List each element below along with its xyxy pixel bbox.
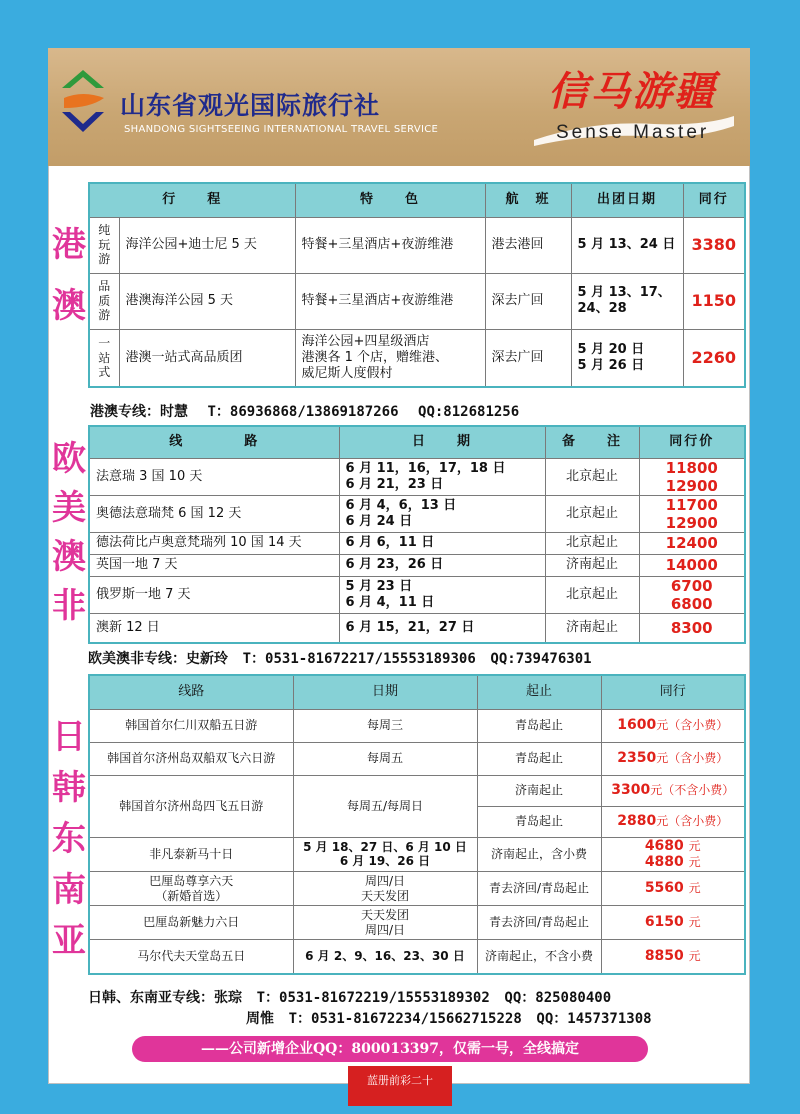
company-name-en: SHANDONG SIGHTSEEING INTERNATIONAL TRAVEL SERVICE [124,124,439,135]
note: 北京起止 [545,532,639,554]
route: 巴厘岛尊享六天 （新婚首选） [89,872,293,906]
note: 北京起止 [545,458,639,495]
header-flight: 航 班 [485,183,571,217]
route: 韩国首尔济州岛双船双飞六日游 [89,742,293,775]
note: 北京起止 [545,576,639,613]
table-row [89,273,745,329]
note: 济南起止 [545,554,639,576]
from: 青去济回/青岛起止 [477,906,601,940]
asia-hotline-1: 日韩、东南亚专线：张琮 T：0531-81672219/15553189302 QQ：825080400 [88,990,612,1006]
price: 4680 元 4880 元 [601,837,745,872]
route: 法意瑞 3 国 10 天 [89,458,339,495]
table-row [89,837,745,872]
price: 1600元（含小费） [601,709,745,742]
price: 12400 [639,532,745,554]
dates: 5 月 23 日 6 月 4，11 日 [339,576,545,613]
table-row [89,742,745,775]
from: 青岛起止 [477,806,601,837]
header-feature: 特 色 [295,183,485,217]
route: 德法荷比卢奥意梵瑞列 10 国 14 天 [89,532,339,554]
from: 青去济回/青岛起止 [477,872,601,906]
tour-type: 一 站 式 [89,329,119,387]
from: 济南起止，含小费 [477,837,601,872]
price: 2880元（含小费） [601,806,745,837]
asia-table [88,674,746,975]
brand-title-cn: 信马游疆 [548,68,716,115]
price: 8300 [639,613,745,643]
table-row [89,458,745,495]
company-logo-icon [60,68,106,134]
feature: 海洋公园+四星级酒店 港澳各 1 个店，赠维港、 威尼斯人度假村 [295,329,485,387]
route: 俄罗斯一地 7 天 [89,576,339,613]
route: 澳新 12 日 [89,613,339,643]
flight: 港去港回 [485,217,571,273]
table-row [89,554,745,576]
table-row [89,906,745,940]
dates: 周四/日 天天发团 [293,872,477,906]
price: 3380 [683,217,745,273]
dates: 每周五/每周日 [293,775,477,837]
dates: 天天发团 周四/日 [293,906,477,940]
header-dates: 日期 [293,675,477,709]
from: 青岛起止 [477,709,601,742]
price: 6700 6800 [639,576,745,613]
dates: 6 月 6，11 日 [339,532,545,554]
from: 济南起止，不含小费 [477,940,601,974]
from: 济南起止 [477,775,601,806]
dates: 6 月 23，26 日 [339,554,545,576]
section-label-asia: 日 韩 东 南 亚 [52,717,86,962]
euro-table [88,425,746,644]
price: 2260 [683,329,745,387]
route: 韩国首尔济州岛四飞五日游 [89,775,293,837]
route: 奥德法意瑞梵 6 国 12 天 [89,495,339,532]
table-row [89,329,745,387]
table-row [89,532,745,554]
tour-type: 纯 玩 游 [89,217,119,273]
flight: 深去广回 [485,273,571,329]
header-price: 同行 [683,183,745,217]
header-price: 同行价 [639,426,745,458]
page-tab-label: 蓝册前彩二十 [348,1066,452,1106]
header-note: 备 注 [545,426,639,458]
price: 8850 元 [601,940,745,974]
dates: 每周三 [293,709,477,742]
table-row [89,775,745,806]
hk-macau-table [88,182,746,388]
note: 济南起止 [545,613,639,643]
price: 14000 [639,554,745,576]
tour-type: 品 质 游 [89,273,119,329]
dates: 5 月 13、24 日 [571,217,683,273]
route: 港澳海洋公园 5 天 [119,273,295,329]
euro-hotline: 欧美澳非专线：史新玲 T：0531-81672217/15553189306 QQ:739476301 [88,651,592,667]
header-price: 同行 [601,675,745,709]
price: 6150 元 [601,906,745,940]
dates: 6 月 2、9、16、23、30 日 [293,940,477,974]
dates: 5 月 20 日 5 月 26 日 [571,329,683,387]
asia-hotline-2: 周惟 T：0531-81672234/15662715228 QQ：1457371308 [246,1011,652,1027]
hk-hotline: 港澳专线：时慧 T：86936868/13869187266 QQ:812681256 [90,404,520,420]
price: 5560 元 [601,872,745,906]
dates: 6 月 11，16，17，18 日 6 月 21，23 日 [339,458,545,495]
flight: 深去广回 [485,329,571,387]
dates: 6 月 4，6，13 日 6 月 24 日 [339,495,545,532]
route: 海洋公园+迪士尼 5 天 [119,217,295,273]
table-row [89,576,745,613]
price: 11700 12900 [639,495,745,532]
table-row [89,709,745,742]
header-dates: 日 期 [339,426,545,458]
route: 巴厘岛新魅力六日 [89,906,293,940]
header-dates: 出团日期 [571,183,683,217]
feature: 特餐+三星酒店+夜游维港 [295,217,485,273]
dates: 5 月 13、17、 24、28 [571,273,683,329]
brand-title-en: Sense Master [556,122,710,143]
route: 非凡泰新马十日 [89,837,293,872]
header-route: 行 程 [89,183,295,217]
table-row [89,613,745,643]
route: 港澳一站式高品质团 [119,329,295,387]
note: 北京起止 [545,495,639,532]
header-route: 线 路 [89,426,339,458]
company-qq-banner: ——公司新增企业QQ：800013397，仅需一号，全线搞定 [132,1036,648,1062]
table-row [89,495,745,532]
table-row [89,872,745,906]
price: 3300元（不含小费） [601,775,745,806]
company-name-cn: 山东省观光国际旅行社 [120,91,381,120]
table-row [89,217,745,273]
price: 2350元（含小费） [601,742,745,775]
from: 青岛起止 [477,742,601,775]
dates: 5 月 18、27 日、6 月 10 日 6 月 19、26 日 [293,837,477,872]
feature: 特餐+三星酒店+夜游维港 [295,273,485,329]
route: 韩国首尔仁川双船五日游 [89,709,293,742]
section-label-euro: 欧 美 澳 非 [52,439,86,627]
table-row [89,940,745,974]
price: 1150 [683,273,745,329]
route: 马尔代夫天堂岛五日 [89,940,293,974]
header-from: 起止 [477,675,601,709]
price: 11800 12900 [639,458,745,495]
dates: 6 月 15，21，27 日 [339,613,545,643]
header-route: 线路 [89,675,293,709]
section-label-hk-macau: 港 澳 [52,225,86,327]
route: 英国一地 7 天 [89,554,339,576]
dates: 每周五 [293,742,477,775]
